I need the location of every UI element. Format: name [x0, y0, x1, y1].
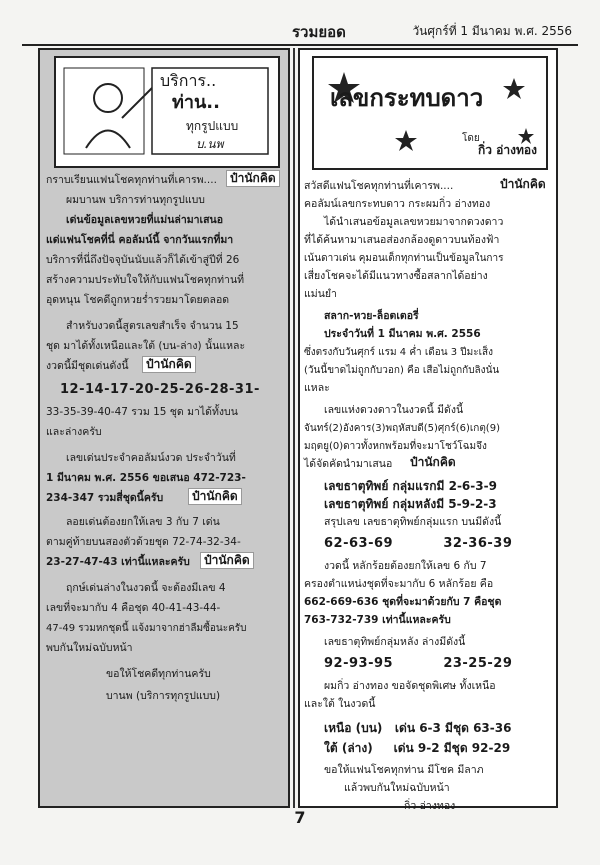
- right-text-line: (วันนี้ขาดไม่ถูกกับวอก) คือ เสือไม่ถูกกับลิงนั่น: [304, 365, 500, 376]
- left-text-line: เลขเด่นประจำคอลัมน์งวด ประจำวันที่: [66, 452, 236, 464]
- author-tag: ป๋านักคิด: [142, 356, 196, 373]
- left-text-line: 33-35-39-40-47 รวม 15 ชุด มาได้ทั้งบน: [46, 406, 238, 418]
- magazine-brand: รวมยอด: [292, 23, 346, 41]
- author-tag: ป๋านักคิด: [200, 552, 254, 569]
- right-text-line: เลขแห่งดวงดาวในงวดนี้ มีดังนี้: [324, 404, 464, 416]
- left-text-line: ขอให้โชคดีทุกท่านครับ: [106, 668, 211, 680]
- left-text-line: 23-27-47-43 เท่านี้แหละครับ: [46, 556, 190, 568]
- right-text-line: เลขธาตุทิพย์กลุ่มหลัง ล่างมีดังนี้: [324, 636, 466, 648]
- right-text-line: 763-732-739 เท่านี้แหละครับ: [304, 614, 451, 626]
- page-header: [22, 18, 578, 46]
- right-text-line: ครองตำแหน่งชุดที่จะมากับ 6 หลักร้อย คือ: [304, 578, 494, 590]
- banner-title: เลขกระทบดาว: [330, 84, 484, 112]
- lucky-number-set: 12-14-17-20-25-26-28-31-: [60, 382, 260, 397]
- right-text-line: คอลัมน์เลขกระทบดาว กระผมกิ่ว อ่างทอง: [304, 198, 491, 210]
- left-text-line: และล่างครับ: [46, 426, 102, 438]
- lucky-number-set: 92-93-95 23-25-29: [324, 656, 513, 671]
- right-text-line: แม่นยำ: [304, 288, 337, 300]
- left-text-line: อุดหนุน โชคดีถูกหวยร่ำรวยมาโดยตลอด: [46, 294, 230, 306]
- right-text-line: มฤตยู(0)ดาวทั้งหกพร้อมที่จะมาโชว์โฉมจึง: [304, 441, 487, 452]
- right-banner: [312, 56, 548, 170]
- page-number: 7: [294, 808, 306, 827]
- right-text-line: ผมกิ่ว อ่างทอง ขอจัดชุดพิเศษ ทั้งเหนือ: [324, 680, 496, 692]
- left-text-line: เด่นข้อมูลเลขหวยที่แม่นล่ามาเสนอ: [66, 214, 224, 226]
- issue-date: วันศุกร์ที่ 1 มีนาคม พ.ศ. 2556: [412, 24, 572, 38]
- banner-line-3: ทุกรูปแบบ: [186, 119, 239, 133]
- right-text-line: แหละ: [304, 382, 330, 394]
- banner-line-2: ท่าน..: [172, 92, 220, 113]
- left-text-line: ลอยเด่นต้องยกให้เลข 3 กับ 7 เด่น: [66, 516, 220, 528]
- banner-line-1: บริการ..: [160, 71, 217, 90]
- lucky-number-set: 62-63-69 32-36-39: [324, 536, 513, 551]
- left-column: [38, 48, 290, 808]
- element-number-group: เลขธาตุทิพย์ กลุ่มหลังมี 5-9-2-3: [324, 497, 497, 511]
- right-text-line: ได้จัดคัดนำมาเสนอ: [304, 458, 393, 470]
- left-text-line: บานพ (บริการทุกรูปแบบ): [106, 690, 221, 702]
- left-text-line: ตามคู่ท้ายบนสองตัวด้วยชุด 72-74-32-34-: [46, 536, 241, 548]
- right-text-line: ได้นำเสนอข้อมูลเลขหวยมาจากดวงดาว: [324, 216, 504, 228]
- left-text-line: งวดนี้มีชุดเด่นดังนี้: [46, 360, 129, 372]
- upper-special-set: เหนือ (บน) เด่น 6-3 มีชุด 63-36: [324, 721, 512, 735]
- right-text-line: ที่ได้ค้นหามาเสนอส่องกล้องดูดาวบนท้องฟ้า: [304, 234, 500, 246]
- right-text-line: สลาก-หวย-ล็อตเตอรี่: [324, 310, 419, 322]
- left-banner: [54, 56, 280, 168]
- right-text-line: แล้วพบกันใหม่ฉบับหน้า: [344, 782, 450, 794]
- column-divider: [293, 48, 295, 808]
- author-tag: ป๋านักคิด: [226, 170, 280, 187]
- element-number-group: เลขธาตุทิพย์ กลุ่มแรกมี 2-6-3-9: [324, 479, 497, 493]
- left-text-line: 234-347 รวมสี่ชุดนี้ครับ: [46, 492, 164, 504]
- left-text-line: สร้างความประทับใจให้กับแฟนโชคทุกท่านที่: [46, 274, 245, 286]
- banner-byline: โดย: [462, 133, 480, 144]
- right-text-line: สวัสดีแฟนโชคทุกท่านที่เคารพ....: [304, 180, 454, 192]
- left-text-line: พบกันใหม่ฉบับหน้า: [46, 642, 133, 654]
- right-text-line: สรุปเลข เลขธาตุทิพย์กลุ่มแรก บนมีดังนี้: [324, 516, 502, 528]
- left-text-line: เลขที่จะมากับ 4 คือชุด 40-41-43-44-: [46, 602, 221, 614]
- lower-special-set: ใต้ (ล่าง) เด่น 9-2 มีชุด 92-29: [324, 741, 511, 755]
- left-text-line: สำหรับงวดนี้สูตรเลขสำเร็จ จำนวน 15: [66, 320, 239, 332]
- left-text-line: กราบเรียนแฟนโชคทุกท่านที่เคารพ....: [46, 174, 217, 186]
- right-text-line: ซึ่งตรงกับวันศุกร์ แรม 4 ค่ำ เดือน 3 ปีมะเส็ง: [304, 347, 494, 358]
- banner-signature: บ.นพ: [196, 137, 224, 151]
- left-text-line: ชุด มาได้ทั้งเหนือและใต้ (บน-ล่าง) นั้นแหละ: [46, 340, 246, 352]
- right-text-line: เสี่ยงโชคจะได้มีแนวทางซื้อสลากได้อย่าง: [304, 270, 488, 282]
- author-tag: ป๋านักคิด: [500, 177, 546, 191]
- left-text-line: ผมบานพ บริการท่านทุกรูปแบบ: [66, 194, 205, 206]
- right-text-line: เน้นดาวเด่น คุมอนเด็กทุกท่านเป็นข้อมูลในการ: [304, 253, 504, 264]
- right-text-line: ขอให้แฟนโชคทุกท่าน มีโชค มีลาภ: [324, 764, 484, 776]
- left-text-line: 47-49 รวมหกชุดนี้ แจ้งมาจากฮ่าลืมซื้อนะครับ: [46, 623, 247, 634]
- right-column: [298, 48, 558, 812]
- right-text-line: กิ่ว อ่างทอง: [404, 800, 456, 812]
- right-text-line: จันทร์(2)อังคาร(3)พฤหัสบดี(5)ศุกร์(6)เกตุ(9): [304, 423, 500, 434]
- left-text-line: 1 มีนาคม พ.ศ. 2556 ขอเสนอ 472-723-: [46, 472, 246, 484]
- left-text-line: บริการที่นี่ถึงปัจจุบันนับแล้วก็ได้เข้าสู่ปีที่ 26: [46, 254, 240, 266]
- banner-author: กิ่ว อ่างทอง: [478, 143, 537, 157]
- author-tag: ป๋านักคิด: [410, 455, 456, 469]
- author-tag: ป๋านักคิด: [188, 488, 242, 505]
- right-text-line: งวดนี้ หลักร้อยต้องยกให้เลข 6 กับ 7: [324, 560, 487, 572]
- right-text-line: 662-669-636 ชุดที่จะมาด้วยกับ 7 คือชุด: [304, 596, 502, 608]
- right-text-line: ประจำวันที่ 1 มีนาคม พ.ศ. 2556: [324, 328, 481, 340]
- left-text-line: แด่แฟนโชคที่นี่ คอลัมน์นี้ จากวันแรกที่มา: [46, 234, 234, 246]
- right-text-line: และใต้ ในงวดนี้: [304, 698, 376, 710]
- left-text-line: ฤกษ์เด่นล่างในงวดนี้ จะต้องมีเลข 4: [66, 582, 226, 594]
